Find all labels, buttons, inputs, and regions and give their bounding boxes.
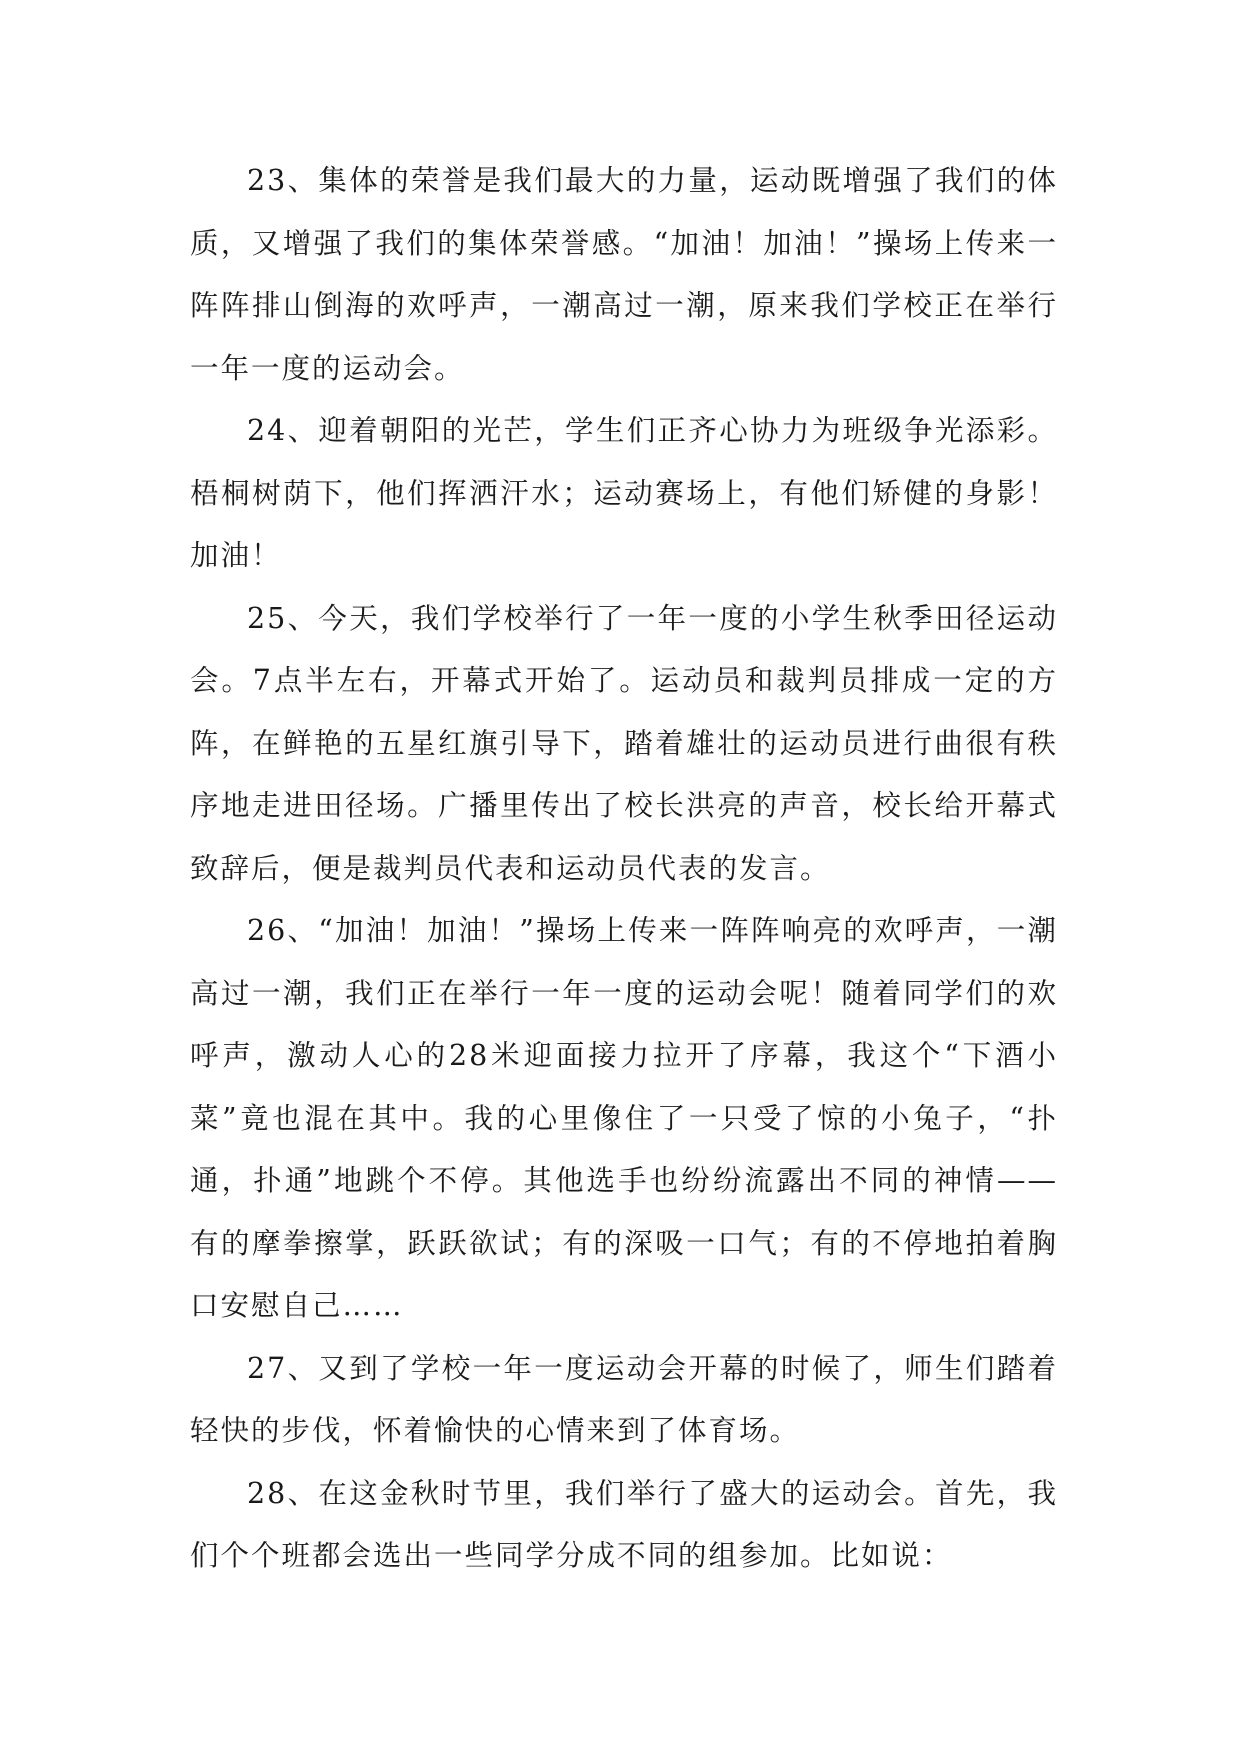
paragraph-23: 23、集体的荣誉是我们最大的力量，运动既增强了我们的体质，又增强了我们的集体荣誉感。“加油！加油！”操场上传来一阵阵排山倒海的欢呼声，一潮高过一潮，原来我们学校正在举行一年一度的运动会。 bbox=[190, 164, 1058, 385]
paragraph-28: 28、在这金秋时节里，我们举行了盛大的运动会。首先，我们个个班都会选出一些同学分成不同的组参加。比如说： bbox=[190, 1476, 1058, 1572]
paragraph-26: 26、“加油！加油！”操场上传来一阵阵响亮的欢呼声，一潮高过一潮，我们正在举行一年一度的运动会呢！随着同学们的欢呼声，激动人心的28米迎面接力拉开了序幕，我这个“下酒小菜”竟也混在其中。我的心里像住了一只受了惊的小兔子，“扑通，扑通”地跳个不停。其他选手也纷纷流露出不同的神情——有的摩拳擦掌，跃跃欲试；有的深吸一口气；有的不停地拍着胸口安慰自己…… bbox=[190, 914, 1058, 1322]
document-page bbox=[190, 150, 1058, 1588]
paragraph-27: 27、又到了学校一年一度运动会开幕的时候了，师生们踏着轻快的步伐，怀着愉快的心情来到了体育场。 bbox=[190, 1351, 1058, 1447]
paragraph-25: 25、今天，我们学校举行了一年一度的小学生秋季田径运动会。7点半左右，开幕式开始了。运动员和裁判员排成一定的方阵，在鲜艳的五星红旗引导下，踏着雄壮的运动员进行曲很有秩序地走进田径场。广播里传出了校长洪亮的声音，校长给开幕式致辞后，便是裁判员代表和运动员代表的发言。 bbox=[190, 601, 1058, 885]
paragraph-24: 24、迎着朝阳的光芒，学生们正齐心协力为班级争光添彩。梧桐树荫下，他们挥洒汗水；运动赛场上，有他们矫健的身影！加油！ bbox=[190, 414, 1058, 572]
